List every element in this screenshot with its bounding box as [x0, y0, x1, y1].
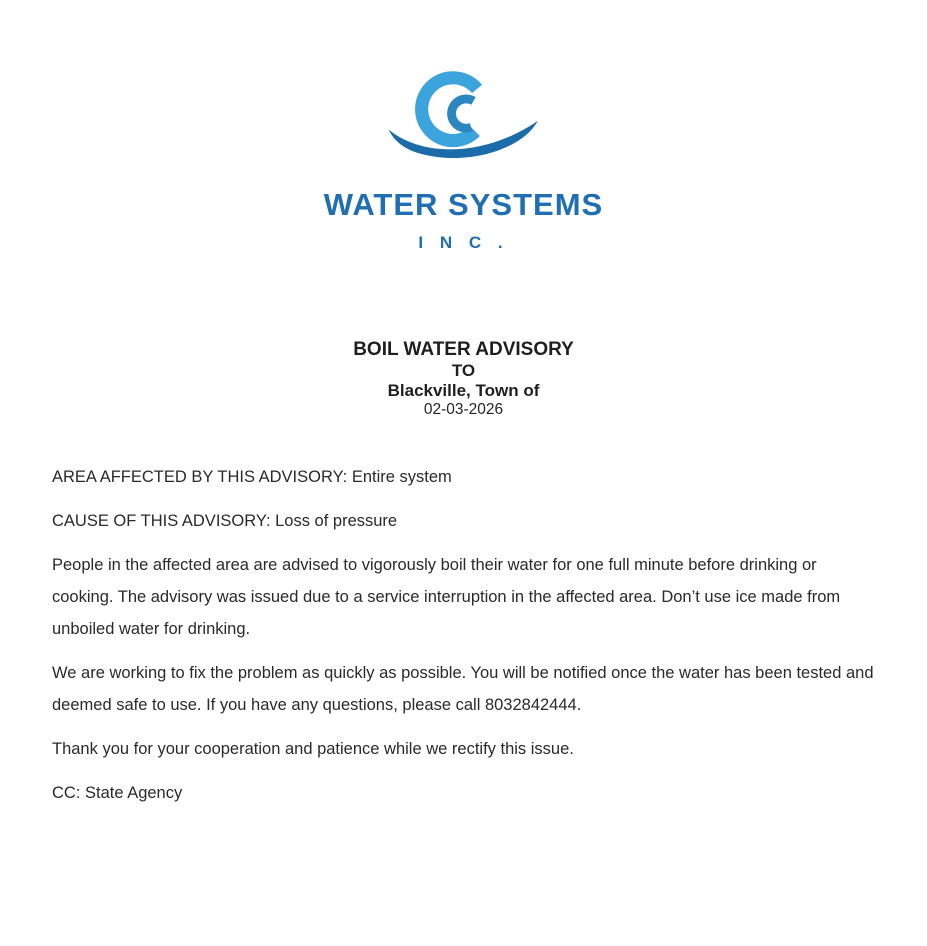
company-logo [52, 56, 875, 253]
company-name: WATER SYSTEMS [323, 187, 604, 222]
area-affected-line: AREA AFFECTED BY THIS ADVISORY: Entire system [52, 468, 452, 486]
resolution-notice-paragraph: We are working to fix the problem as quickly as possible. You will be notified once the water has been tested and deemed safe to use. If you have any questions, please call 8032842444. [52, 664, 874, 714]
boil-instructions-paragraph: People in the affected area are advised to vigorously boil their water for one full minute before drinking or cooking. The advisory was issued due to a service interruption in the affected area. Don’t use ice made from unboiled water for drinking. [52, 556, 841, 638]
recipient-name: Blackville, Town of [387, 381, 540, 400]
wave-curl-inner [447, 95, 476, 133]
company-suffix: I N C . [418, 233, 509, 252]
thank-you-line: Thank you for your cooperation and patience while we rectify this issue. [52, 740, 574, 758]
advisory-title: BOIL WATER ADVISORY [353, 339, 574, 360]
wave-icon [380, 56, 548, 174]
advisory-date: 02-03-2026 [423, 401, 504, 418]
advisory-headings [52, 339, 875, 419]
cc-line: CC: State Agency [52, 784, 183, 802]
advisory-body [52, 461, 875, 809]
to-label: TO [451, 361, 476, 380]
cause-line: CAUSE OF THIS ADVISORY: Loss of pressure [52, 512, 398, 530]
